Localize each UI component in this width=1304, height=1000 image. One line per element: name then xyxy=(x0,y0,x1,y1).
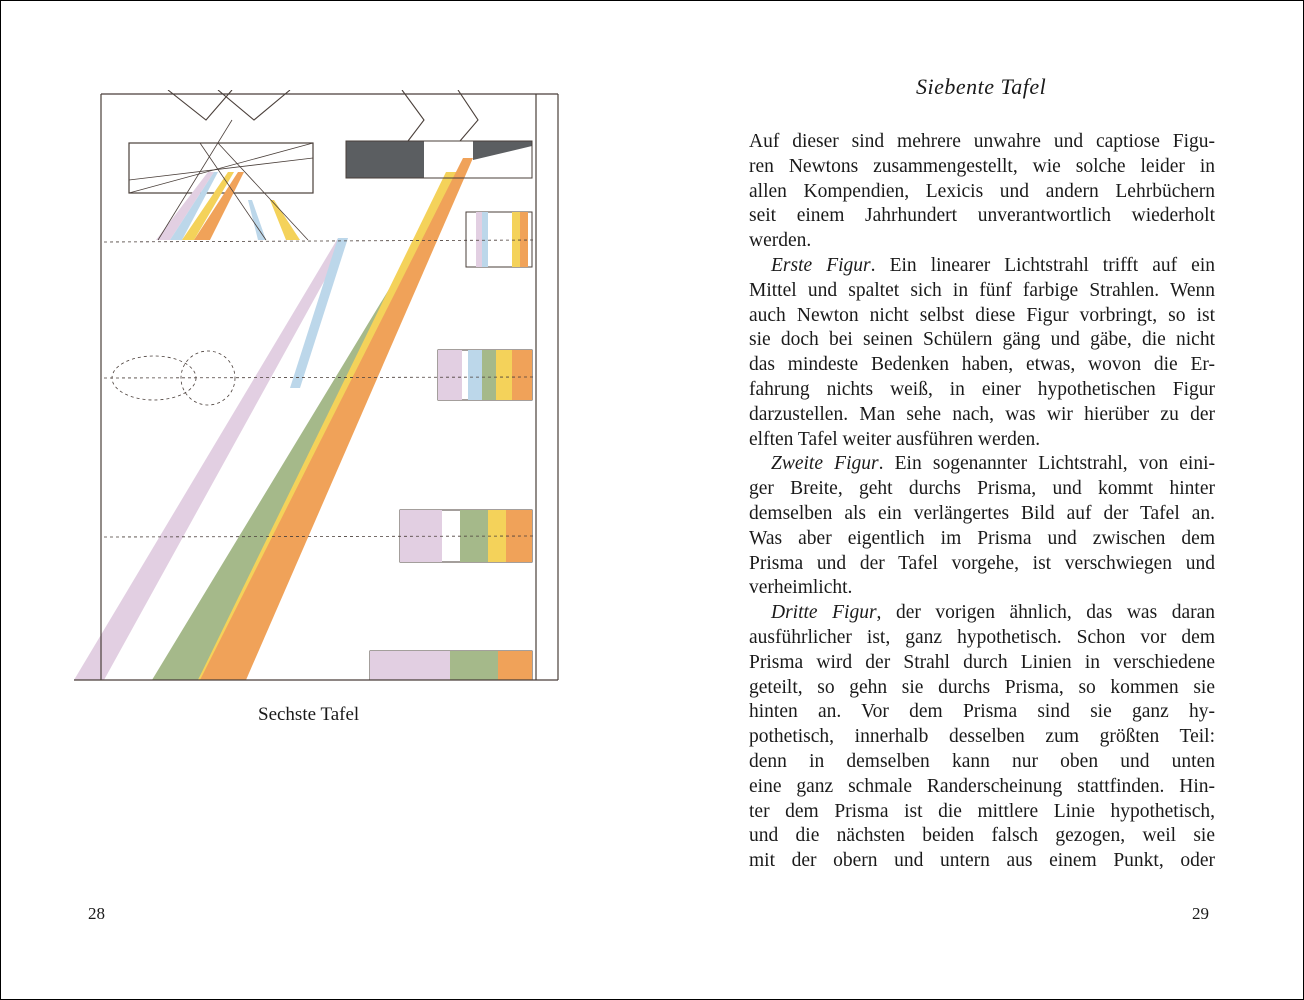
text-line: auch Newton nicht selbst diese Figur vorbringt, so ist xyxy=(749,304,1215,326)
paragraph-dritte-figur xyxy=(749,601,1215,874)
text-line: darzustellen. Man sehe nach, was wir hierüber zu der xyxy=(749,403,1215,425)
spectrum-panel-1 xyxy=(466,212,532,267)
text-line: ter dem Prisma ist die mittlere Linie hypothetisch, xyxy=(749,800,1215,822)
text-line: allen Kompendien, Lexicis und andern Lehrbüchern xyxy=(749,180,1215,202)
text-line-rest: , der vorigen ähnlich, das was daran xyxy=(876,602,1216,624)
text-line: Mittel und spaltet sich in fünf farbige Strahlen. Wenn xyxy=(749,279,1215,301)
orange-band xyxy=(520,212,528,267)
figure-lead: Erste Figur xyxy=(771,254,871,276)
text-line: und die nächsten beiden falsch gezogen, weil sie xyxy=(749,825,1215,847)
body-text xyxy=(749,130,1215,874)
text-line-rest: . Ein sogenannter Lichtstrahl, von eini- xyxy=(878,453,1215,475)
orange-band xyxy=(512,350,532,400)
text-line xyxy=(749,254,1215,279)
text-line: Prisma und der Tafel vorgehe, ist verschwiegen und xyxy=(749,552,1215,574)
spectrum-panel-2 xyxy=(438,350,532,400)
paragraph-erste-figur xyxy=(749,254,1215,452)
figure-lead: Zweite Figur xyxy=(771,453,879,475)
green-band xyxy=(450,651,498,680)
text-line xyxy=(749,601,1215,626)
text-line: Was aber eigentlich im Prisma und zwischen dem xyxy=(749,527,1215,549)
text-line: elften Tafel weiter ausführen werden. xyxy=(749,428,1041,450)
violet-band xyxy=(438,350,462,400)
text-line: Auf dieser sind mehrere unwahre und captiose Figu- xyxy=(749,131,1215,152)
dark-prism-outline-2 xyxy=(458,90,478,141)
text-line: Prisma wird der Strahl durch Linien in verschiedene xyxy=(749,651,1215,673)
text-line xyxy=(749,452,1215,477)
text-line: werden. xyxy=(749,230,812,252)
text-line: hinten an. Vor dem Prisma sind sie ganz hy- xyxy=(749,701,1215,723)
text-line: demselben als ein verlängertes Bild auf der Tafel an. xyxy=(749,502,1215,524)
text-line: pothetisch, innerhalb desselben zum größten Teil: xyxy=(749,726,1215,748)
text-line: geteilt, so gehn sie durchs Prisma, so kommen sie xyxy=(749,676,1215,698)
blue-band xyxy=(468,350,482,400)
figure-lead: Dritte Figur xyxy=(771,602,877,624)
yellow-band xyxy=(496,350,512,400)
text-line: sie doch bei seinen Schülern gäng und gäbe, die nicht xyxy=(749,329,1215,351)
text-line: eine ganz schmale Randerscheinung stattfinden. Hin- xyxy=(749,775,1215,797)
text-line: ren Newtons zusammengestellt, wie solche leider in xyxy=(749,155,1215,177)
figure-caption: Sechste Tafel xyxy=(258,704,360,725)
green-band xyxy=(482,350,496,400)
spectrum-panel-4 xyxy=(370,651,532,680)
dark-wedge xyxy=(473,141,532,160)
text-line: mit der obern und untern aus einem Punkt, oder xyxy=(749,850,1215,872)
top-prism-group xyxy=(129,90,313,240)
yellow-band xyxy=(512,212,520,267)
page-number-right: 29 xyxy=(1192,904,1209,923)
dark-block xyxy=(346,141,424,178)
ray-line xyxy=(129,158,313,180)
orange-band xyxy=(498,651,532,680)
blue-band xyxy=(482,212,488,267)
dark-prism-group xyxy=(346,90,532,178)
violet-band xyxy=(476,212,482,267)
text-line: seit einem Jahrhundert unverantwortlich wiederholt xyxy=(749,205,1215,227)
plate-beams xyxy=(74,158,473,680)
text-line-rest: . Ein linearer Lichtstrahl trifft auf ein xyxy=(870,254,1215,276)
text-line: verheimlicht. xyxy=(749,577,853,599)
text-line: ger Breite, geht durchs Prisma, und kommt hinter xyxy=(749,478,1215,500)
section-heading: Siebente Tafel xyxy=(916,74,1047,99)
dark-prism-outline xyxy=(402,90,424,141)
paragraph-intro xyxy=(749,130,1215,254)
page-number-left: 28 xyxy=(88,904,105,923)
small-yellow-beam-right xyxy=(270,200,300,240)
text-line: ausführlicher ist, ganz hypothetisch. Schon vor dem xyxy=(749,626,1215,648)
text-line: fahrung nichts weiß, in einer hypothetischen Figur xyxy=(749,378,1215,400)
small-blue-beam-right xyxy=(248,200,266,240)
text-line: das mindeste Bedenken haben, etwas, wovon die Er- xyxy=(749,354,1215,376)
text-line: denn in demselben kann nur oben und unten xyxy=(749,750,1215,772)
paragraph-zweite-figur xyxy=(749,452,1215,601)
violet-band xyxy=(370,651,450,680)
color-plate-figure xyxy=(68,90,568,690)
